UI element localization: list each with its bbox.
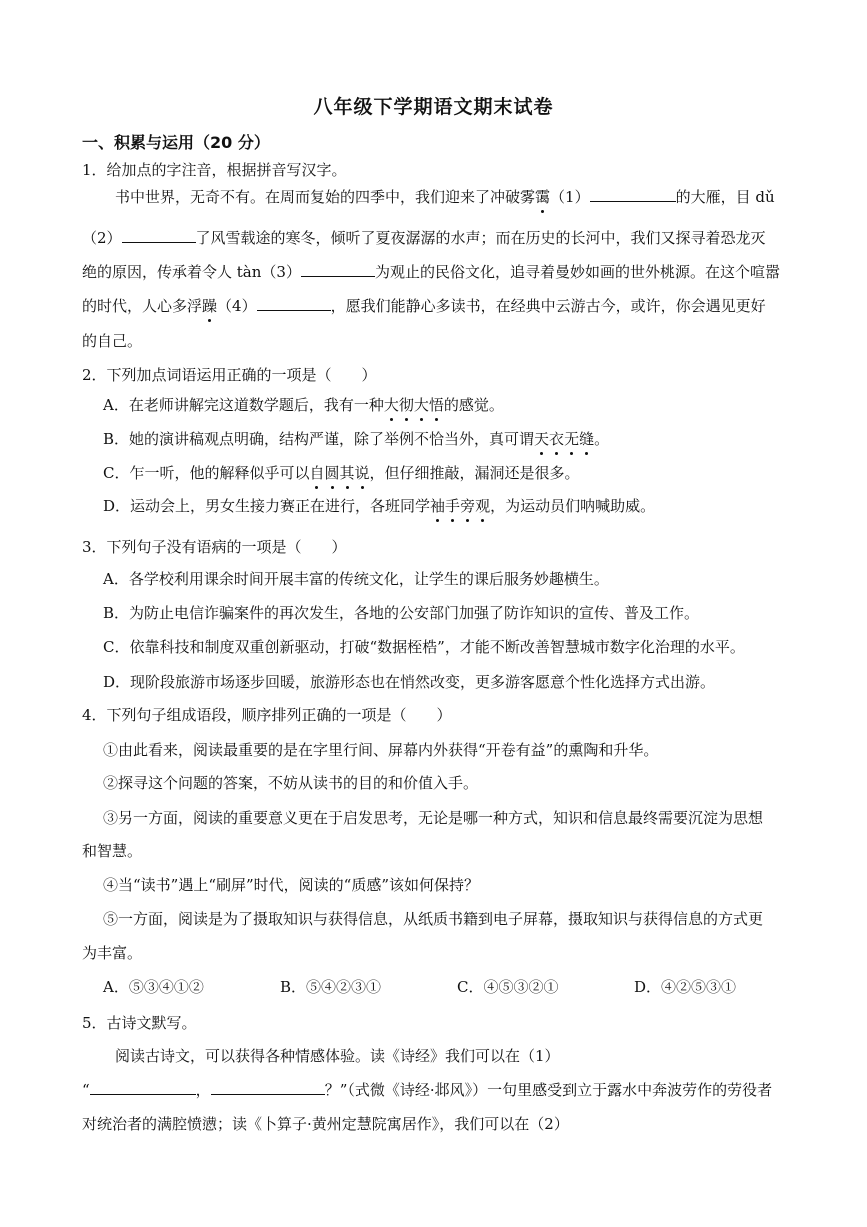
q5-paragraph-line: 对统治者的满腔愤懑；读《卜算子·黄州定慧院寓居作》，我们可以在（2） <box>82 1115 569 1133</box>
q4-options <box>103 977 803 997</box>
q3-option-c[interactable]: C．依靠科技和制度双重创新驱动，打破“数据桎梏”，才能不断改善智慧城市数字化治理的水平。 <box>103 638 745 656</box>
q4-sentence-3: ③另一方面，阅读的重要意义更在于启发思考，无论是哪一种方式，知识和信息最终需要沉淀为思想 <box>103 809 764 827</box>
q4-option-d[interactable]: D．④②⑤③① <box>634 978 737 996</box>
dotted-phrase <box>309 464 369 482</box>
q4-sentence-1: ①由此看来，阅读最重要的是在字里行间、屏幕内外获得“开卷有益”的熏陶和升华。 <box>103 741 659 759</box>
answer-blank[interactable] <box>257 296 331 311</box>
answer-blank[interactable] <box>590 187 676 202</box>
dotted-char: 其 <box>339 464 355 482</box>
dotted-char: 天 <box>534 430 550 448</box>
q3-option-a[interactable]: A．各学校利用课余时间开展丰富的传统文化，让学生的课后服务妙趣横生。 <box>103 570 609 588</box>
q4-option-a[interactable]: A．⑤③④①② <box>103 978 204 996</box>
q1-paragraph-line: （2） 了风雪载途的寒冬，倾听了夏夜潺潺的水声；而在历史的长河中，我们又探寻着恐龙灭 <box>82 229 766 247</box>
dotted-char: 大 <box>383 396 399 414</box>
q5-paragraph-line: “ ， ？”（式微《诗经·邶风》）一句里感受到立于露水中奔波劳作的劳役者 <box>82 1081 773 1099</box>
dotted-phrase <box>430 497 490 515</box>
dotted-char: 手 <box>445 497 461 515</box>
q3-stem: 3．下列句子没有语病的一项是（ ） <box>82 538 347 556</box>
q1-paragraph-line: 的自己。 <box>82 332 143 350</box>
q2-option-c[interactable]: C．乍一听，他的解释似乎可以自圆其说，但仔细推敲，漏洞还是很多。 <box>103 464 580 482</box>
dotted-char: 圆 <box>324 464 340 482</box>
q4-sentence-2: ②探寻这个问题的答案，不妨从读书的目的和价值入手。 <box>103 774 479 792</box>
q4-stem: 4．下列句子组成语段，顺序排列正确的一项是（ ） <box>82 706 452 724</box>
q3-option-b[interactable]: B．为防止电信诈骗案件的再次发生，各地的公安部门加强了防诈知识的宣传、普及工作。 <box>103 604 700 622</box>
answer-blank[interactable] <box>90 1080 196 1095</box>
dotted-char: 霭 <box>535 188 551 206</box>
dotted-phrase <box>534 430 594 448</box>
q2-option-d[interactable]: D．运动会上，男女生接力赛正在进行，各班同学袖手旁观，为运动员们呐喊助威。 <box>103 497 656 515</box>
q1-paragraph-line: 的时代，人心多浮躁（4） ，愿我们能静心多读书，在经典中云游古今，或许，你会遇见更好 <box>82 297 766 315</box>
q2-option-a[interactable]: A．在老师讲解完这道数学题后，我有一种大彻大悟的感觉。 <box>103 396 504 414</box>
q2-option-b[interactable]: B．她的演讲稿观点明确，结构严谨，除了举例不恰当外，真可谓天衣无缝。 <box>103 430 610 448</box>
dotted-char: 彻 <box>398 396 414 414</box>
dotted-char: 悟 <box>428 396 444 414</box>
answer-blank[interactable] <box>211 1080 325 1095</box>
q5-paragraph-line: 阅读古诗文，可以获得各种情感体验。读《诗经》我们可以在（1） <box>115 1047 560 1065</box>
dotted-char: 袖 <box>430 497 446 515</box>
q4-option-c[interactable]: C．④⑤③②① <box>457 978 559 996</box>
dotted-char: 说 <box>354 464 370 482</box>
dotted-phrase <box>384 396 444 414</box>
dotted-char: 自 <box>309 464 325 482</box>
q4-sentence-4: ④当“读书”遇上“刷屏”时代，阅读的“质感”该如何保持？ <box>103 876 480 894</box>
answer-blank[interactable] <box>122 228 196 243</box>
q4-sentence-5: ⑤一方面，阅读是为了摄取知识与获得信息，从纸质书籍到电子屏幕，摄取知识与获得信息的方式更 <box>103 910 764 928</box>
q1-paragraph-line: 绝的原因，传承着令人 tàn（3） 为观止的民俗文化，追寻着曼妙如画的世外桃源。在这个喧嚣 <box>82 263 780 281</box>
q5-stem: 5．古诗文默写。 <box>82 1014 197 1032</box>
q4-sentence-5-cont: 为丰富。 <box>82 944 143 962</box>
q1-paragraph-line: 书中世界，无奇不有。在周而复始的四季中，我们迎来了冲破雾霭（1） 的大雁，目 dǔ <box>115 188 775 206</box>
q4-option-b[interactable]: B．⑤④②③① <box>280 978 382 996</box>
q4-sentence-3-cont: 和智慧。 <box>82 842 143 860</box>
q2-stem: 2．下列加点词语运用正确的一项是（ ） <box>82 366 377 384</box>
q3-option-d[interactable]: D．现阶段旅游市场逐步回暖，旅游形态也在悄然改变，更多游客愿意个性化选择方式出游。 <box>103 673 716 691</box>
section-heading: 一、积累与运用（20 分） <box>82 133 270 152</box>
dotted-char: 大 <box>413 396 429 414</box>
dotted-char: 缝 <box>579 430 595 448</box>
dotted-char: 躁 <box>202 297 218 315</box>
dotted-char: 旁 <box>460 497 476 515</box>
dotted-char: 衣 <box>549 430 565 448</box>
answer-blank[interactable] <box>301 262 375 277</box>
dotted-char: 观 <box>475 497 491 515</box>
q1-stem: 1．给加点的字注音，根据拼音写汉字。 <box>82 161 347 179</box>
dotted-char: 无 <box>564 430 580 448</box>
page-title: 八年级下学期语文期末试卷 <box>313 96 554 118</box>
